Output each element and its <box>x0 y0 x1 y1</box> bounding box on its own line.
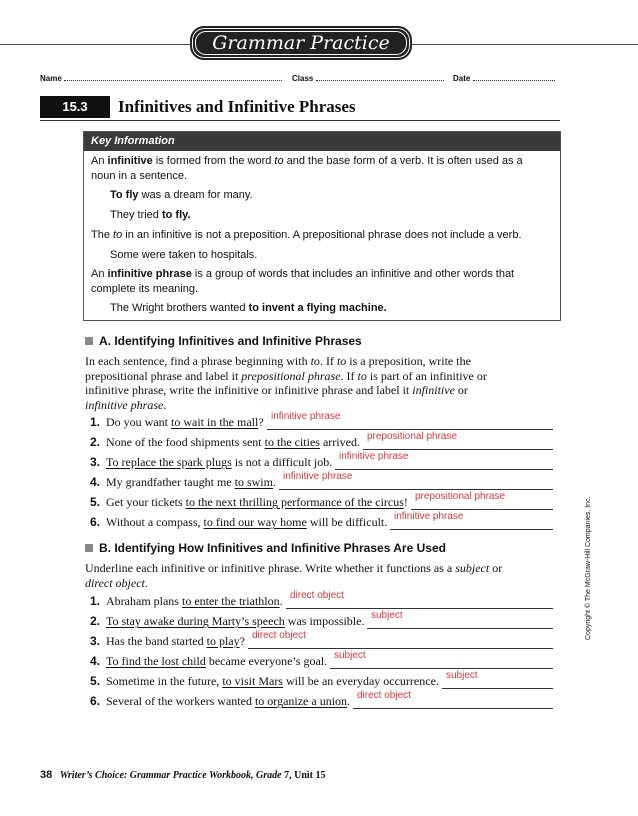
class-label: Class <box>292 74 314 83</box>
item-text: Do you want <box>106 415 171 429</box>
item-number: 2. <box>90 435 101 449</box>
key-information-heading: Key Information <box>84 132 560 151</box>
underlined-phrase: to visit Mars <box>222 674 283 688</box>
name-field[interactable] <box>40 73 282 83</box>
exercise-item <box>90 474 276 490</box>
answer-text: infinitive phrase <box>339 451 409 462</box>
section-a-heading: A. Identifying Infinitives and Infinitive Phrases <box>85 334 362 348</box>
item-number: 6. <box>90 694 101 708</box>
exercise-item <box>90 693 350 709</box>
exercise-item <box>90 414 264 430</box>
class-field[interactable] <box>292 73 444 83</box>
underlined-phrase: to the next thrilling performance of the circus <box>185 495 404 509</box>
square-bullet-icon <box>85 337 93 345</box>
item-text: . <box>347 694 351 708</box>
answer-line[interactable] <box>267 428 553 430</box>
underlined-phrase: to enter the triathlon <box>181 594 280 608</box>
exercise-item <box>90 454 332 470</box>
underlined-phrase: to play <box>206 634 240 648</box>
underlined-phrase: to find our way home <box>203 515 307 529</box>
copyright-notice: Copyright © The McGraw-Hill Companies, Inc. <box>585 496 592 640</box>
exercise-item <box>90 593 283 609</box>
item-text: will be difficult. <box>306 515 388 529</box>
item-number: 3. <box>90 455 101 469</box>
date-blank[interactable] <box>473 73 555 81</box>
answer-text: subject <box>334 650 366 661</box>
underlined-phrase: to swim <box>234 475 273 489</box>
item-text: Without a compass, <box>106 515 204 529</box>
page-banner <box>190 26 412 60</box>
item-text: Has the band started <box>106 634 207 648</box>
name-label: Name <box>40 74 62 83</box>
exercise-item <box>90 633 245 649</box>
exercise-item <box>90 494 408 510</box>
answer-line[interactable] <box>390 528 553 530</box>
item-text: Several of the workers wanted <box>106 694 255 708</box>
page-number: 38 <box>40 769 53 781</box>
item-number: 1. <box>90 594 101 608</box>
item-text: is not a difficult job. <box>231 455 333 469</box>
page-footer: 38 Writer’s Choice: Grammar Practice Workbook, Grade 7, Unit 15 <box>40 769 326 781</box>
answer-text: subject <box>446 670 478 681</box>
item-text: arrived. <box>319 435 360 449</box>
underlined-phrase: To replace the spark plugs <box>106 455 232 469</box>
item-text: ? <box>258 415 264 429</box>
book-title: Writer’s Choice: Grammar Practice Workbook, <box>59 770 254 781</box>
exercise-item <box>90 673 439 689</box>
item-number: 2. <box>90 614 101 628</box>
item-text: was impossible. <box>284 614 365 628</box>
item-number: 3. <box>90 634 101 648</box>
key-paragraph-2: The to in an infinitive is not a preposition. A prepositional phrase does not include a verb. <box>91 229 522 241</box>
answer-text: direct object <box>290 590 344 601</box>
answer-line[interactable] <box>363 448 553 450</box>
header-rule-right <box>408 44 638 45</box>
key-paragraph-1: An infinitive is formed from the word to and the base form of a verb. It is often used as a noun in a sentence. <box>91 155 523 182</box>
item-text: ! <box>403 495 408 509</box>
name-blank[interactable] <box>64 73 282 81</box>
answer-text: prepositional phrase <box>415 491 506 502</box>
answer-line[interactable] <box>335 468 553 470</box>
exercise-item <box>90 434 360 450</box>
item-text: Get your tickets <box>106 495 186 509</box>
underlined-phrase: to wait in the mall <box>171 415 259 429</box>
class-blank[interactable] <box>316 73 444 81</box>
item-text: . <box>279 594 283 608</box>
underlined-phrase: To stay awake during Marty’s speech <box>106 614 285 628</box>
lesson-title: Infinitives and Infinitive Phrases <box>118 97 356 116</box>
answer-line[interactable] <box>248 647 553 649</box>
answer-line[interactable] <box>279 488 553 490</box>
answer-text: subject <box>371 610 403 621</box>
underlined-phrase: to organize a union <box>254 694 348 708</box>
underlined-phrase: to the cities <box>264 435 320 449</box>
key-example-4: The Wright brothers wanted to invent a flying machine. <box>110 302 387 314</box>
square-bullet-icon <box>85 544 93 552</box>
key-example-3: Some were taken to hospitals. <box>110 249 258 261</box>
answer-text: direct object <box>252 630 306 641</box>
item-number: 4. <box>90 475 101 489</box>
exercise-item <box>90 514 387 530</box>
item-number: 4. <box>90 654 101 668</box>
exercise-item <box>90 613 364 629</box>
section-b-instructions: Underline each infinitive or infinitive phrase. Write whether it functions as a subject or direct object. <box>85 561 503 590</box>
item-number: 1. <box>90 415 101 429</box>
key-example-2: They tried to fly. <box>110 209 191 221</box>
item-text: None of the food shipments sent <box>106 435 265 449</box>
item-number: 5. <box>90 674 101 688</box>
lesson-number: 15.3 <box>40 96 110 118</box>
lesson-rule <box>40 120 560 121</box>
header-rule-left <box>0 44 190 45</box>
answer-text: prepositional phrase <box>367 431 458 442</box>
item-text: became everyone’s goal. <box>205 654 328 668</box>
key-information-box <box>83 131 561 321</box>
key-example-1: To fly was a dream for many. <box>110 189 253 201</box>
item-text: Sometime in the future, <box>106 674 223 688</box>
answer-line[interactable] <box>442 687 553 689</box>
answer-line[interactable] <box>330 667 553 669</box>
answer-text: direct object <box>357 690 411 701</box>
exercise-item <box>90 653 327 669</box>
key-paragraph-3: An infinitive phrase is a group of words that includes an infinitive and other words that complete its meaning. <box>91 268 515 295</box>
item-text: . <box>272 475 276 489</box>
underlined-phrase: To find the lost child <box>106 654 206 668</box>
item-text: Abraham plans <box>106 594 182 608</box>
item-text: will be an everyday occurrence. <box>282 674 439 688</box>
answer-line[interactable] <box>353 707 553 709</box>
item-number: 5. <box>90 495 101 509</box>
date-label: Date <box>453 74 471 83</box>
answer-line[interactable] <box>411 508 553 510</box>
item-text: My grandfather taught me <box>106 475 235 489</box>
item-text: ? <box>239 634 245 648</box>
section-b-heading: B. Identifying How Infinitives and Infinitive Phrases Are Used <box>85 541 446 555</box>
answer-text: infinitive phrase <box>271 411 341 422</box>
answer-text: infinitive phrase <box>283 471 353 482</box>
item-number: 6. <box>90 515 101 529</box>
answer-line[interactable] <box>367 627 553 629</box>
date-field[interactable] <box>453 73 555 83</box>
banner-title: Grammar Practice <box>195 31 407 55</box>
answer-text: infinitive phrase <box>394 511 464 522</box>
answer-line[interactable] <box>286 607 553 609</box>
section-a-instructions: In each sentence, find a phrase beginning with to. If to is a preposition, write the prepositional phrase and label it prepositional phrase. If to is part of an infinitive or infinitive phrase, write the infinitive or infinitive phrase and label it infinitive or infinitive phrase. <box>85 354 487 412</box>
